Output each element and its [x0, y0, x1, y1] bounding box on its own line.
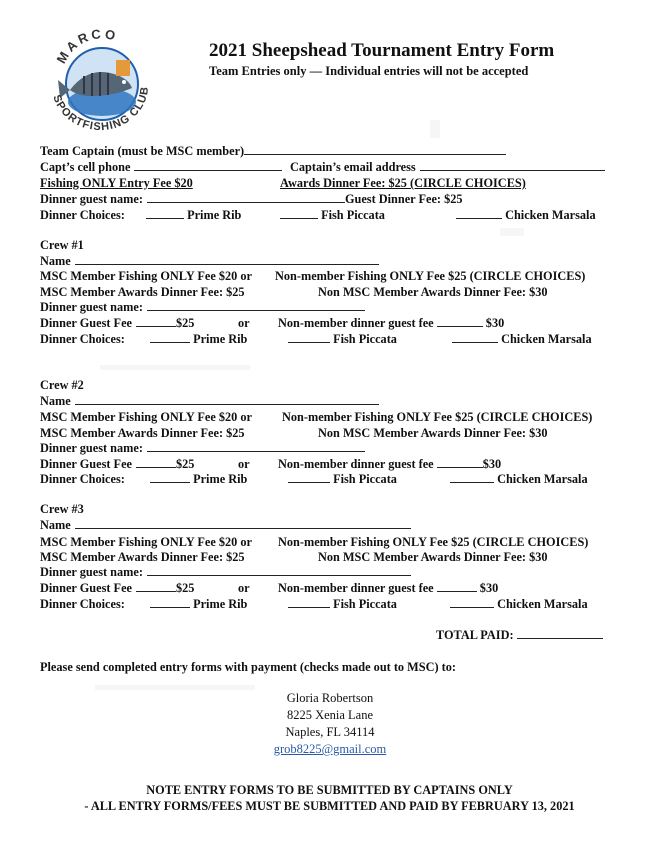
- crew-2-awards-member: MSC Member Awards Dinner Fee: $25: [40, 426, 245, 440]
- note-line-1: NOTE ENTRY FORMS TO BE SUBMITTED BY CAPTAINS ONLY: [146, 783, 513, 797]
- page-subtitle: Team Entries only — Individual entries will not be accepted: [209, 64, 529, 78]
- crew-3-choice-3[interactable]: Chicken Marsala: [450, 597, 588, 612]
- logo-top-text: MARCO: [53, 26, 120, 67]
- crew-1-guest-fee-row: Dinner Guest Fee $25: [40, 316, 195, 330]
- captain-dinner-label: Dinner Choices:: [40, 208, 125, 222]
- crew-3-guest-name-field[interactable]: [147, 565, 411, 576]
- crew-2-awards-nonmember: Non MSC Member Awards Dinner Fee: $30: [318, 426, 548, 440]
- crew-3-or: or: [238, 581, 250, 595]
- crew-1-choice-3[interactable]: Chicken Marsala: [452, 332, 592, 347]
- crew-3-choice-2[interactable]: Fish Piccata: [288, 597, 397, 612]
- crew-2-choice-1[interactable]: Prime Rib: [150, 472, 247, 487]
- captain-email-label: Captain’s email address: [290, 160, 416, 174]
- crew-3-name-field[interactable]: [75, 518, 411, 529]
- crew-2-name-field[interactable]: [75, 394, 379, 405]
- crew-3-nonmember-guest-field[interactable]: [437, 581, 477, 592]
- crew-1-guest-name-field[interactable]: [147, 300, 365, 311]
- total-field[interactable]: [517, 628, 603, 639]
- crew-2-or: or: [238, 457, 250, 471]
- captain-contact-row: [40, 160, 282, 175]
- captain-guest-name-field[interactable]: [147, 192, 345, 203]
- crew-3-heading: Crew #3: [40, 502, 84, 516]
- crew-1-awards-nonmember: Non MSC Member Awards Dinner Fee: $30: [318, 285, 548, 299]
- logo-bottom-text: SPORTFISHING CLUB: [50, 85, 152, 134]
- total-label: TOTAL PAID:: [436, 628, 514, 642]
- crew-3-nonmember-guest-row: Non-member dinner guest fee $30: [278, 581, 499, 595]
- captain-label: Team Captain (must be MSC member): [40, 144, 245, 158]
- send-instructions: Please send completed entry forms with payment (checks made out to MSC) to:: [40, 660, 456, 674]
- crew-3-fishing-nonmember: Non-member Fishing ONLY Fee $25 (CIRCLE CHOICES): [278, 535, 589, 549]
- captain-email-field[interactable]: [420, 160, 605, 171]
- crew-2-dinner-label: Dinner Choices:: [40, 472, 125, 486]
- crew-1-fishing-nonmember: Non-member Fishing ONLY Fee $25 (CIRCLE CHOICES): [275, 269, 586, 283]
- captain-cell-field[interactable]: [134, 160, 282, 171]
- crew-2-guest-fee-row: Dinner Guest Fee $25: [40, 457, 195, 471]
- crew-1-choice-2[interactable]: Fish Piccata: [288, 332, 397, 347]
- crew-1-awards-member: MSC Member Awards Dinner Fee: $25: [40, 285, 245, 299]
- crew-1-choice-1[interactable]: Prime Rib: [150, 332, 247, 347]
- captain-fishing-fee: [40, 176, 193, 191]
- crew-3-guest-fee-row: Dinner Guest Fee $25: [40, 581, 195, 595]
- crew-2-nonmember-guest-row: Non-member dinner guest fee $30: [278, 457, 502, 471]
- captain-cell-label: Capt’s cell phone: [40, 160, 131, 174]
- crew-1-nonmember-guest-field[interactable]: [437, 316, 483, 327]
- crew-3-guest-fee-field[interactable]: [136, 581, 176, 592]
- crew-1-name-field[interactable]: [75, 254, 379, 265]
- crew-1-name-row: [40, 254, 379, 269]
- page-title: 2021 Sheepshead Tournament Entry Form: [209, 40, 555, 61]
- crew-2-nonmember-guest-field[interactable]: [437, 457, 483, 468]
- crew-3-dinner-label: Dinner Choices:: [40, 597, 125, 611]
- crew-1-name-label: Name: [40, 254, 71, 268]
- captain-choice-1[interactable]: Prime Rib: [146, 208, 241, 223]
- crew-2-guest-name-field[interactable]: [147, 441, 365, 452]
- crew-2-name-label: Name: [40, 394, 71, 408]
- crew-3-choice-1[interactable]: Prime Rib: [150, 597, 247, 612]
- captain-choice-3[interactable]: Chicken Marsala: [456, 208, 596, 223]
- crew-1-guest-name-label: Dinner guest name:: [40, 300, 143, 314]
- captain-name-field[interactable]: [244, 144, 506, 155]
- captain-email-row: [290, 160, 605, 175]
- crew-1-or: or: [238, 316, 250, 330]
- address-street: 8225 Xenia Lane: [286, 708, 374, 722]
- crew-1-guest-row: [40, 300, 365, 315]
- address-city: Naples, FL 34114: [285, 725, 375, 739]
- mailing-address: [230, 690, 430, 758]
- address-name: Gloria Robertson: [286, 691, 374, 705]
- crew-3-awards-member: MSC Member Awards Dinner Fee: $25: [40, 550, 245, 564]
- crew-3-name-row: [40, 518, 411, 533]
- total-row: [436, 628, 603, 643]
- captain-fishing-fee-text: Fishing ONLY Entry Fee $20: [40, 176, 193, 190]
- address-email-link[interactable]: grob8225@gmail.com: [273, 742, 387, 756]
- captain-awards-fee-text: Awards Dinner Fee: $25 (CIRCLE CHOICES): [280, 176, 526, 190]
- captain-row: [40, 144, 506, 159]
- note-line-2: - ALL ENTRY FORMS/FEES MUST BE SUBMITTED AND PAID BY FEBRUARY 13, 2021: [84, 799, 575, 813]
- crew-3-awards-nonmember: Non MSC Member Awards Dinner Fee: $30: [318, 550, 548, 564]
- crew-2-heading: Crew #2: [40, 378, 84, 392]
- crew-2-guest-name-label: Dinner guest name:: [40, 441, 143, 455]
- captain-choice-2[interactable]: Fish Piccata: [280, 208, 385, 223]
- captain-guest-fee: Guest Dinner Fee: $25: [344, 192, 463, 206]
- crew-2-guest-fee-field[interactable]: [136, 457, 176, 468]
- crew-2-choice-2[interactable]: Fish Piccata: [288, 472, 397, 487]
- crew-1-heading: Crew #1: [40, 238, 84, 252]
- crew-3-fishing-member: MSC Member Fishing ONLY Fee $20 or: [40, 535, 252, 549]
- crew-1-dinner-label: Dinner Choices:: [40, 332, 125, 346]
- crew-2-fishing-nonmember: Non-member Fishing ONLY Fee $25 (CIRCLE CHOICES): [282, 410, 593, 424]
- captain-guest-row: [40, 192, 463, 207]
- crew-1-nonmember-guest-row: Non-member dinner guest fee $30: [278, 316, 505, 330]
- captain-guest-name-label: Dinner guest name:: [40, 192, 143, 206]
- crew-2-guest-row: [40, 441, 365, 456]
- crew-1-fishing-member: MSC Member Fishing ONLY Fee $20 or: [40, 269, 252, 283]
- crew-3-name-label: Name: [40, 518, 71, 532]
- captain-awards-fee: [280, 176, 526, 191]
- crew-2-fishing-member: MSC Member Fishing ONLY Fee $20 or: [40, 410, 252, 424]
- crew-3-guest-name-label: Dinner guest name:: [40, 565, 143, 579]
- club-logo: [40, 26, 160, 136]
- crew-2-name-row: [40, 394, 379, 409]
- crew-2-choice-3[interactable]: Chicken Marsala: [450, 472, 588, 487]
- crew-1-guest-fee-field[interactable]: [136, 316, 176, 327]
- crew-3-guest-row: [40, 565, 411, 580]
